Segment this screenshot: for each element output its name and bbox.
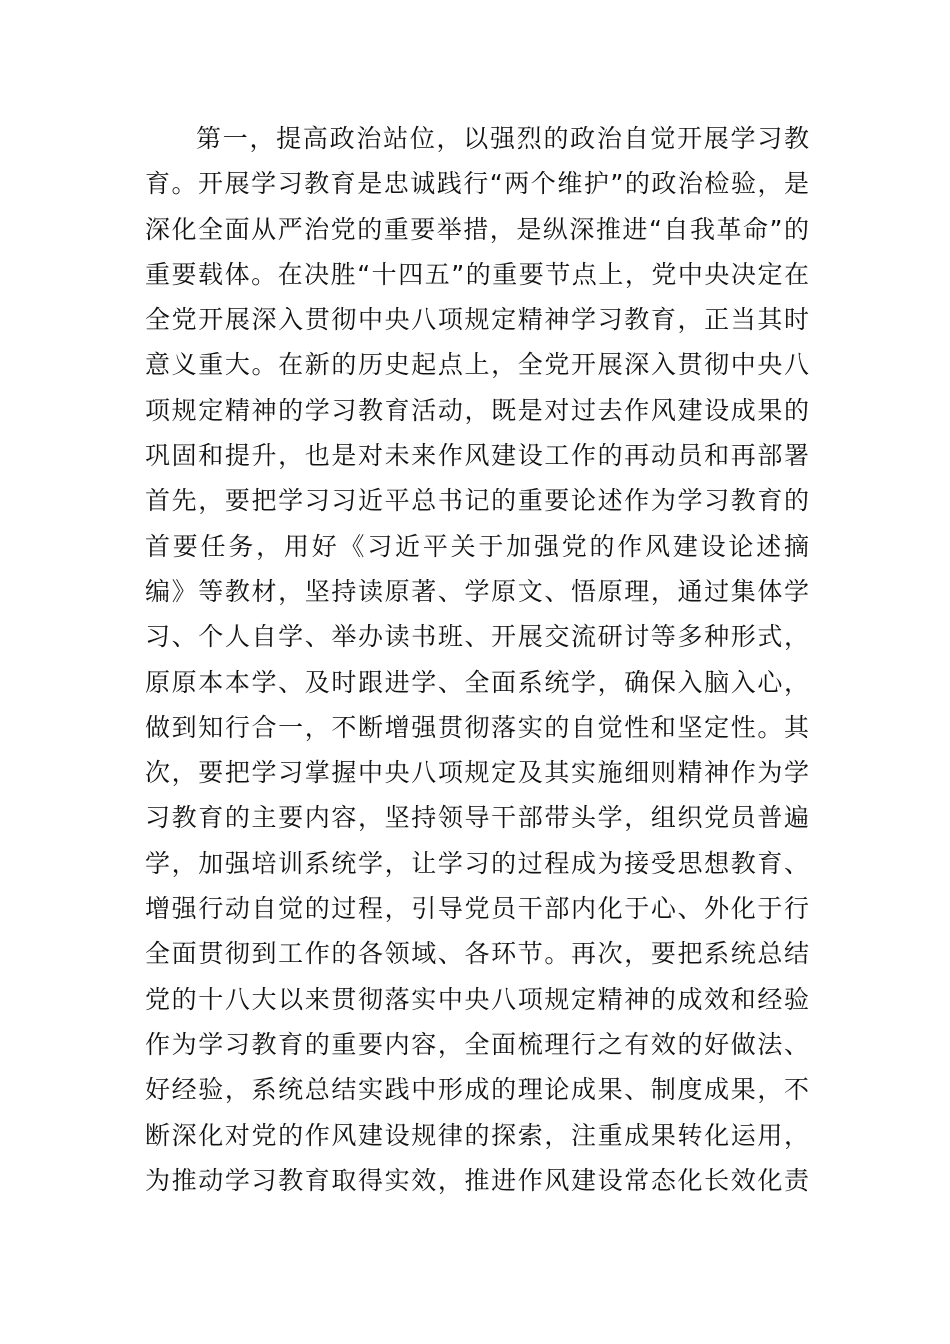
text-line: 巩固和提升，也是对未来作风建设工作的再动员和再部署 (145, 441, 809, 471)
text-line: 重要载体。在决胜“十四五”的重要节点上，党中央决定在 (145, 259, 809, 289)
text-line: 育。开展学习教育是忠诚践行“两个维护”的政治检验，是 (145, 169, 809, 199)
text-line: 断深化对党的作风建设规律的探索，注重成果转化运用， (145, 1120, 809, 1150)
text-line: 全面贯彻到工作的各领域、各环节。再次，要把系统总结 (145, 939, 809, 969)
text-line: 首要任务，用好《习近平关于加强党的作风建设论述摘 (145, 531, 809, 561)
text-line: 学，加强培训系统学，让学习的过程成为接受思想教育、 (145, 848, 809, 878)
text-line: 党的十八大以来贯彻落实中央八项规定精神的成效和经验 (145, 984, 809, 1014)
text-line: 意义重大。在新的历史起点上，全党开展深入贯彻中央八 (145, 350, 809, 380)
text-line: 原原本本学、及时跟进学、全面系统学，确保入脑入心， (145, 667, 809, 697)
text-line: 次，要把学习掌握中央八项规定及其实施细则精神作为学 (145, 758, 809, 788)
text-line: 为推动学习教育取得实效，推进作风建设常态化长效化责 (145, 1165, 809, 1195)
text-line: 作为学习教育的重要内容，全面梳理行之有效的好做法、 (145, 1029, 809, 1059)
text-line: 项规定精神的学习教育活动，既是对过去作风建设成果的 (145, 395, 809, 425)
text-line: 习教育的主要内容，坚持领导干部带头学，组织党员普遍 (145, 803, 809, 833)
body-paragraph (145, 116, 809, 1203)
text-line: 编》等教材，坚持读原著、学原文、悟原理，通过集体学 (145, 576, 809, 606)
text-line: 全党开展深入贯彻中央八项规定精神学习教育，正当其时 (145, 305, 809, 335)
text-line: 首先，要把学习习近平总书记的重要论述作为学习教育的 (145, 486, 809, 516)
text-line: 深化全面从严治党的重要举措，是纵深推进“自我革命”的 (145, 214, 809, 244)
text-line: 第一，提高政治站位，以强烈的政治自觉开展学习教 (196, 124, 809, 153)
text-line: 增强行动自觉的过程，引导党员干部内化于心、外化于行 (145, 894, 809, 924)
text-line: 习、个人自学、举办读书班、开展交流研讨等多种形式， (145, 622, 809, 652)
text-line: 好经验，系统总结实践中形成的理论成果、制度成果，不 (145, 1075, 809, 1105)
text-line: 做到知行合一，不断增强贯彻落实的自觉性和坚定性。其 (145, 712, 809, 742)
